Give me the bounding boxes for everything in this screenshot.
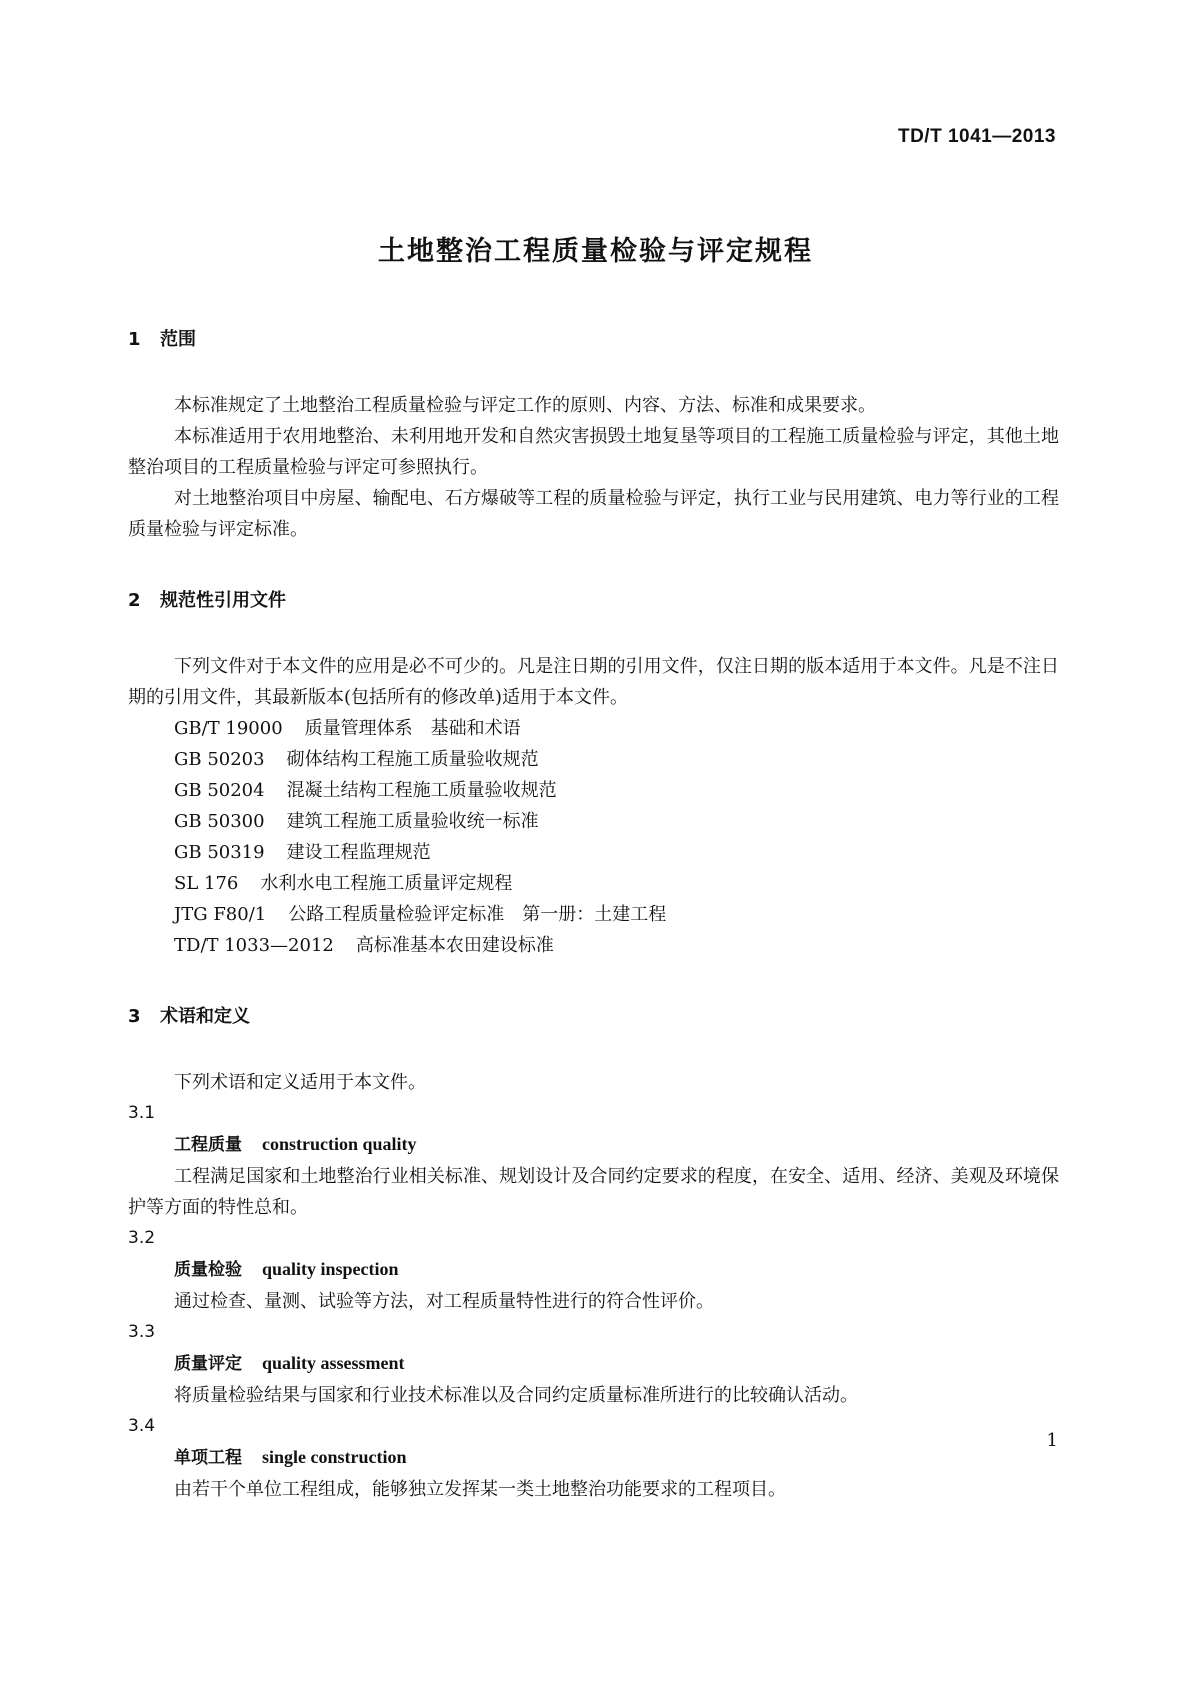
paragraph: 下列文件对于本文件的应用是必不可少的。凡是注日期的引用文件，仅注日期的版本适用于本文件。凡是不注日期的引用文件，其最新版本(包括所有的修改单)适用于本文件。 [128, 656, 1059, 708]
paragraph: 对土地整治项目中房屋、输配电、石方爆破等工程的质量检验与评定，执行工业与民用建筑、电力等行业的工程质量检验与评定标准。 [128, 488, 1059, 540]
term-chinese: 单项工程 [174, 1448, 242, 1468]
term-english: quality assessment [262, 1353, 405, 1373]
section-heading [128, 326, 1059, 354]
paragraph: 本标准规定了土地整治工程质量检验与评定工作的原则、内容、方法、标准和成果要求。 [174, 395, 876, 416]
reference-title: 砌体结构工程施工质量验收规范 [286, 749, 539, 770]
section-number: 2 [128, 590, 141, 611]
term-definition: 工程满足国家和土地整治行业相关标准、规划设计及合同约定要求的程度，在安全、适用、经济、美观及环境保护等方面的特性总和。 [128, 1166, 1059, 1218]
section-title: 规范性引用文件 [160, 590, 286, 611]
term-number: 3.4 [128, 1416, 156, 1436]
section-title: 术语和定义 [160, 1006, 250, 1027]
reference-code: GB 50319 [174, 842, 265, 863]
section-number: 3 [128, 1006, 141, 1027]
reference-code: TD/T 1033—2012 [174, 935, 334, 956]
reference-item [128, 713, 1059, 744]
paragraph: 下列术语和定义适用于本文件。 [174, 1072, 426, 1093]
section-terms-definitions [128, 1003, 1059, 1505]
term-definition: 由若干个单位工程组成，能够独立发挥某一类土地整治功能要求的工程项目。 [174, 1479, 786, 1500]
section-number: 1 [128, 329, 141, 350]
reference-title: 质量管理体系 基础和术语 [304, 718, 521, 739]
term-entry [128, 1223, 1059, 1317]
term-heading [128, 1348, 1059, 1380]
term-chinese: 工程质量 [174, 1135, 242, 1155]
reference-item [128, 744, 1059, 775]
reference-code: GB 50300 [174, 811, 265, 832]
term-definition: 通过检查、量测、试验等方法，对工程质量特性进行的符合性评价。 [174, 1291, 714, 1312]
term-entry [128, 1317, 1059, 1411]
reference-item [128, 806, 1059, 837]
reference-code: GB/T 19000 [174, 718, 283, 739]
term-chinese: 质量评定 [174, 1354, 242, 1374]
reference-item [128, 837, 1059, 868]
term-number: 3.2 [128, 1228, 156, 1248]
term-english: single construction [262, 1447, 407, 1467]
term-definition: 将质量检验结果与国家和行业技术标准以及合同约定质量标准所进行的比较确认活动。 [174, 1385, 858, 1406]
term-heading [128, 1129, 1059, 1161]
term-number: 3.1 [128, 1103, 156, 1123]
reference-item [128, 899, 1059, 930]
document-title: 土地整治工程质量检验与评定规程 [378, 236, 813, 267]
term-number: 3.3 [128, 1322, 156, 1342]
term-entry [128, 1411, 1059, 1505]
reference-item [128, 775, 1059, 806]
section-heading [128, 587, 1059, 615]
reference-title: 混凝土结构工程施工质量验收规范 [286, 780, 557, 801]
term-heading [128, 1442, 1059, 1474]
reference-list [128, 713, 1059, 961]
reference-item [128, 868, 1059, 899]
document-body [128, 326, 1059, 1505]
reference-title: 建筑工程施工质量验收统一标准 [286, 811, 539, 832]
standard-code: TD/T 1041—2013 [897, 126, 1056, 147]
reference-item [128, 930, 1059, 961]
section-heading [128, 1003, 1059, 1031]
reference-code: JTG F80/1 [174, 904, 267, 925]
reference-title: 公路工程质量检验评定标准 第一册：土建工程 [288, 904, 667, 925]
term-chinese: 质量检验 [174, 1260, 242, 1280]
term-english: quality inspection [262, 1259, 399, 1279]
term-entry [128, 1098, 1059, 1223]
term-heading [128, 1254, 1059, 1286]
reference-title: 水利水电工程施工质量评定规程 [260, 873, 513, 894]
reference-code: GB 50203 [174, 749, 265, 770]
section-scope [128, 326, 1059, 545]
term-english: construction quality [262, 1134, 417, 1154]
reference-title: 高标准基本农田建设标准 [355, 935, 554, 956]
section-title: 范围 [160, 329, 196, 350]
page-number: 1 [1046, 1430, 1058, 1451]
reference-code: GB 50204 [174, 780, 265, 801]
reference-code: SL 176 [174, 873, 239, 894]
reference-title: 建设工程监理规范 [286, 842, 431, 863]
paragraph: 本标准适用于农用地整治、未利用地开发和自然灾害损毁土地复垦等项目的工程施工质量检验与评定，其他土地整治项目的工程质量检验与评定可参照执行。 [128, 426, 1059, 478]
section-normative-references [128, 587, 1059, 961]
